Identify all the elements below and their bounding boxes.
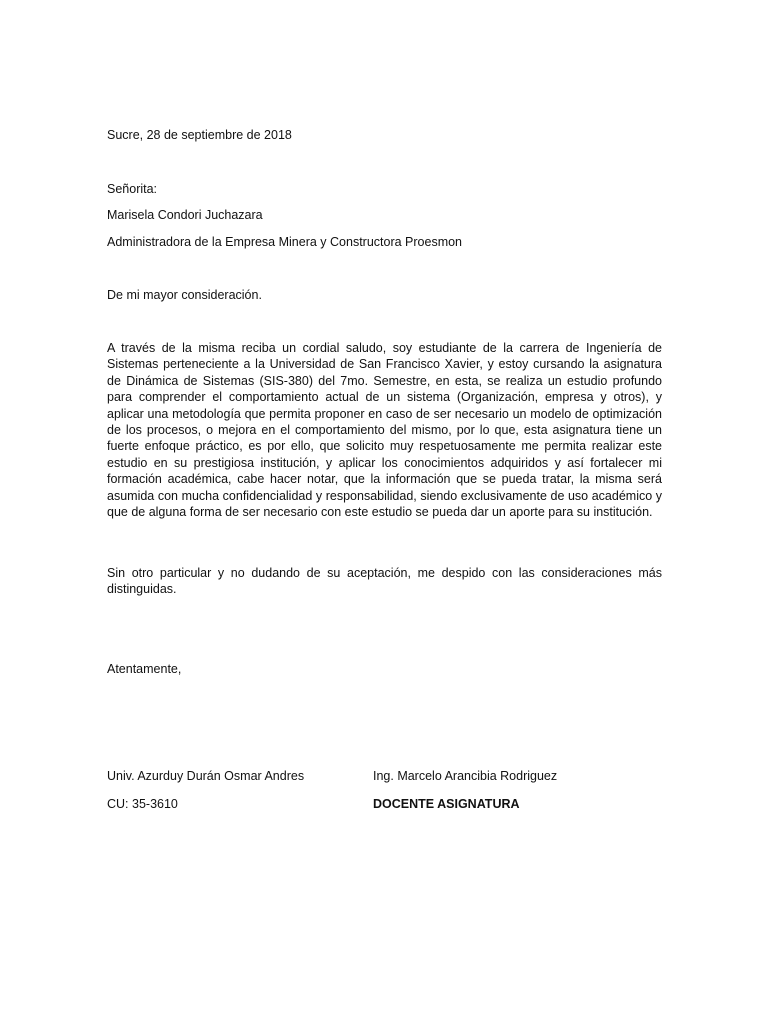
greeting: De mi mayor consideración. [107,288,262,302]
signature-left-id: CU: 35-3610 [107,797,178,811]
body-paragraph-2: Sin otro particular y no dudando de su aceptación, me despido con las consideraciones más distinguidas. [107,566,662,597]
body-paragraph-1: A través de la misma reciba un cordial saludo, soy estudiante de la carrera de Ingeniería de Sistemas perteneciente a la Universidad de San Francisco Xavier, y estoy cursando la asignatura de Dinámica de Sistemas (SIS-380) del 7mo. Semestre, en esta, se realiza un estudio profundo para comprender el comportamiento actual de un sistema (Organización, empresa y otros), y aplicar una metodología que permita proponer en caso de ser necesario un modelo de optimización de los procesos, o mejora en el comportamiento del mismo, por lo que, esta asignatura tiene un fuerte enfoque práctico, es por ello, que solicito muy respetuosamente me permita realizar este estudio en su prestigiosa institución, y aplicar los conocimientos adquiridos y así fortalecer mi formación académica, cabe hacer notar, que la información que se pueda tratar, la misma será asumida con mucha confidencialidad y responsabilidad, siendo exclusivamente de uso académico y que de alguna forma de ser necesario con este estudio se pueda dar un aporte para su institución. [107,341,662,520]
signature-right-role: DOCENTE ASIGNATURA [373,797,520,811]
date-line: Sucre, 28 de septiembre de 2018 [107,128,292,142]
recipient-salutation-title: Señorita: [107,182,158,196]
signature-left-name: Univ. Azurduy Durán Osmar Andres [107,769,305,783]
recipient-name: Marisela Condori Juchazara [107,208,263,222]
closing: Atentamente, [107,662,182,676]
recipient-position: Administradora de la Empresa Minera y Constructora Proesmon [107,235,463,249]
signature-right-name: Ing. Marcelo Arancibia Rodriguez [373,769,558,783]
